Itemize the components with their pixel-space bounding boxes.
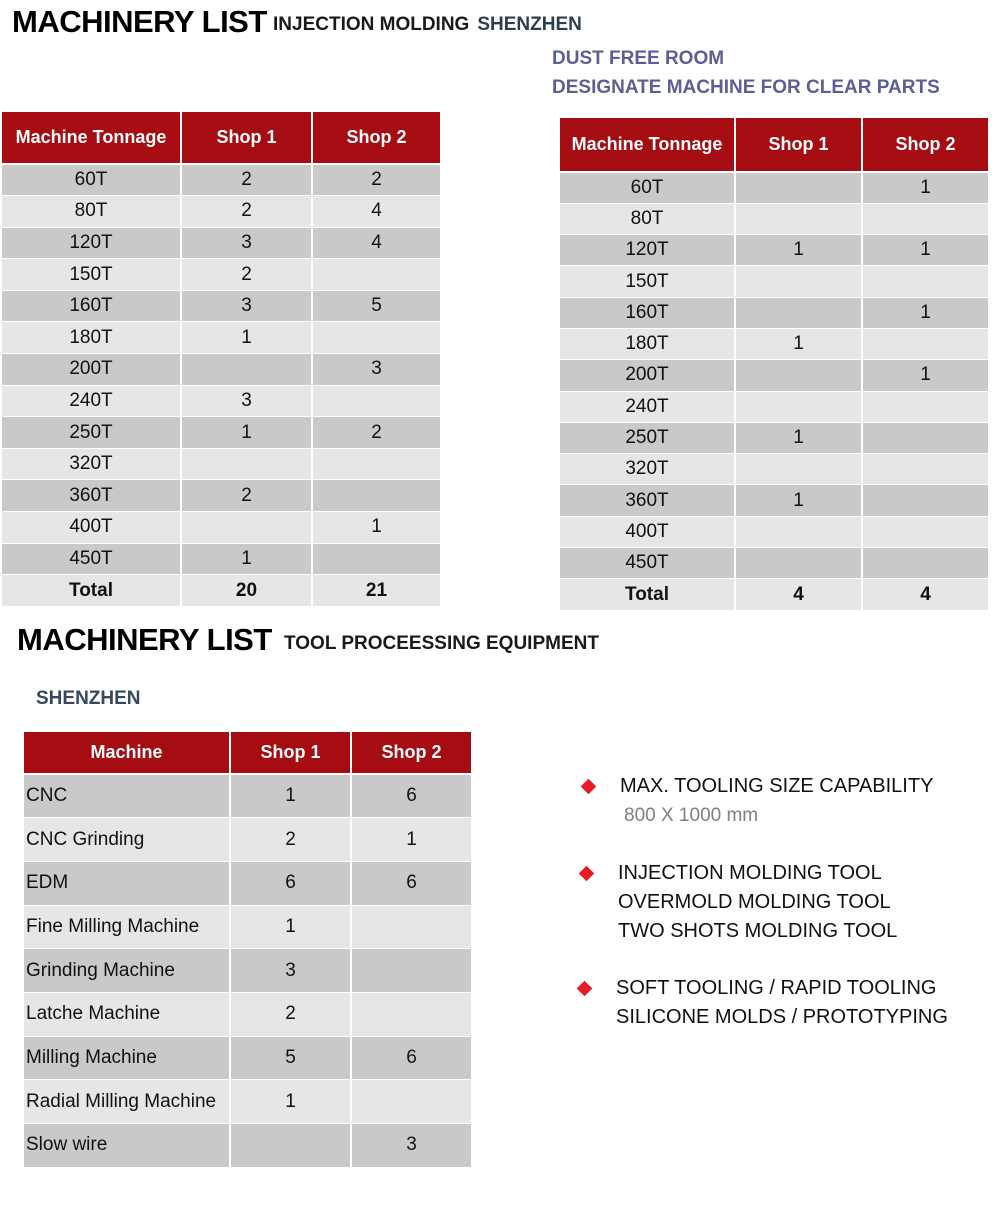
table-row (559, 297, 989, 328)
table-cell: 1 (230, 774, 351, 818)
table-cell: 80T (1, 196, 181, 228)
table-cell: 1 (862, 297, 989, 328)
table-row (1, 227, 441, 259)
table-cell: 1 (735, 485, 862, 516)
table-cell: 1 (862, 235, 989, 266)
table-cell: Grinding Machine (23, 949, 230, 993)
table-cell: 1 (181, 543, 312, 575)
section1-subtitle-text: INJECTION MOLDING (273, 14, 470, 35)
table-cell: 6 (230, 861, 351, 905)
table-cell: 1 (181, 417, 312, 449)
table-row (559, 203, 989, 234)
table-cell: 3 (181, 227, 312, 259)
table-row (23, 1080, 472, 1124)
table-cell: 320T (559, 454, 735, 485)
table-cell (735, 360, 862, 391)
column-header: Machine Tonnage (1, 111, 181, 164)
table-cell: 4 (312, 227, 441, 259)
table-row (559, 266, 989, 297)
table-cell: 2 (181, 196, 312, 228)
table-cell: 3 (181, 385, 312, 417)
table-row (559, 485, 989, 516)
table-row (23, 905, 472, 949)
table-cell: 2 (312, 417, 441, 449)
table-header-row (559, 117, 989, 172)
table-cell (735, 454, 862, 485)
table-cell: Latche Machine (23, 992, 230, 1036)
table-cell: 120T (559, 235, 735, 266)
table-cell (862, 391, 989, 422)
column-header: Shop 1 (230, 731, 351, 774)
total-row (1, 575, 441, 607)
table-row (1, 322, 441, 354)
table-row (23, 992, 472, 1036)
table-cell: 1 (230, 905, 351, 949)
table-cell: 2 (181, 480, 312, 512)
table-cell: 1 (735, 422, 862, 453)
bullet-line: OVERMOLD MOLDING TOOL (618, 891, 891, 913)
table-row (559, 422, 989, 453)
column-header: Shop 2 (312, 111, 441, 164)
table-cell (312, 480, 441, 512)
table-cell: 180T (559, 328, 735, 359)
table-row (23, 1124, 472, 1168)
table-row (559, 328, 989, 359)
table-cell (862, 516, 989, 547)
table-row (23, 1036, 472, 1080)
column-header: Shop 1 (181, 111, 312, 164)
table-cell (312, 259, 441, 291)
table-cell (735, 203, 862, 234)
table-cell: 1 (312, 512, 441, 544)
table-cell: 60T (559, 172, 735, 203)
table-cell: 240T (559, 391, 735, 422)
table-cell (862, 266, 989, 297)
table-cell: 2 (230, 818, 351, 862)
column-header: Machine (23, 731, 230, 774)
table-cell: 3 (351, 1124, 472, 1168)
dust-free-room-table (558, 116, 990, 611)
table-cell: 180T (1, 322, 181, 354)
table-row (1, 290, 441, 322)
table-cell: 360T (1, 480, 181, 512)
diamond-bullet-icon (581, 779, 597, 795)
dust-free-room-label: DUST FREE ROOM (552, 48, 725, 69)
capability-bullet (578, 772, 933, 830)
table-row (1, 543, 441, 575)
table-cell: 1 (230, 1080, 351, 1124)
table-cell (735, 548, 862, 579)
section1-location: SHENZHEN (477, 14, 582, 35)
capability-bullet (574, 974, 948, 1032)
table-cell (351, 1080, 472, 1124)
column-header: Shop 1 (735, 117, 862, 172)
table-cell: 150T (1, 259, 181, 291)
table-cell: Fine Milling Machine (23, 905, 230, 949)
injection-molding-table (0, 110, 442, 607)
table-cell: 4 (312, 196, 441, 228)
table-cell: 450T (1, 543, 181, 575)
section2-subtitle: TOOL PROCEESSING EQUIPMENT (284, 633, 599, 654)
table-row (559, 172, 989, 203)
table-cell: Milling Machine (23, 1036, 230, 1080)
designate-machine-label: DESIGNATE MACHINE FOR CLEAR PARTS (552, 77, 940, 98)
table-cell: 20 (181, 575, 312, 607)
table-row (559, 548, 989, 579)
table-cell: 2 (181, 259, 312, 291)
column-header: Shop 2 (351, 731, 472, 774)
table-cell (862, 422, 989, 453)
table-cell: 320T (1, 448, 181, 480)
table-cell: 2 (181, 164, 312, 196)
table-header-row (1, 111, 441, 164)
table-cell: 2 (230, 992, 351, 1036)
table-cell (181, 512, 312, 544)
table-cell (351, 949, 472, 993)
section2-location: SHENZHEN (36, 688, 141, 709)
table-cell (735, 516, 862, 547)
table-row (559, 454, 989, 485)
table-cell (862, 454, 989, 485)
table-row (23, 861, 472, 905)
column-header: Shop 2 (862, 117, 989, 172)
table-row (1, 512, 441, 544)
table-row (1, 259, 441, 291)
table-cell: 5 (312, 290, 441, 322)
table-cell: 6 (351, 1036, 472, 1080)
table-cell: 450T (559, 548, 735, 579)
capability-bullet (576, 859, 897, 946)
tool-processing-table (22, 730, 473, 1168)
table-cell: 400T (559, 516, 735, 547)
section1-subtitle (273, 14, 582, 36)
table-cell: Slow wire (23, 1124, 230, 1168)
table-row (559, 516, 989, 547)
table-row (559, 235, 989, 266)
table-cell: 250T (1, 417, 181, 449)
table-cell (735, 266, 862, 297)
table-cell: 4 (862, 579, 989, 610)
table-row (23, 949, 472, 993)
table-cell: 400T (1, 512, 181, 544)
table-cell: CNC (23, 774, 230, 818)
table-cell: 21 (312, 575, 441, 607)
table-row (1, 196, 441, 228)
table-cell (312, 385, 441, 417)
bullet-line: SOFT TOOLING / RAPID TOOLING (616, 977, 937, 999)
table-cell (862, 485, 989, 516)
table-cell: Radial Milling Machine (23, 1080, 230, 1124)
table-cell: 3 (181, 290, 312, 322)
table-row (559, 391, 989, 422)
table-cell: 3 (312, 354, 441, 386)
table-cell (312, 543, 441, 575)
bullet-line: MAX. TOOLING SIZE CAPABILITY (620, 775, 934, 797)
bullet-line: SILICONE MOLDS / PROTOTYPING (616, 1006, 948, 1028)
table-cell: 1 (351, 818, 472, 862)
table-cell (351, 905, 472, 949)
table-cell: 240T (1, 385, 181, 417)
table-cell: 1 (735, 235, 862, 266)
table-row (1, 354, 441, 386)
total-row (559, 579, 989, 610)
table-cell (181, 354, 312, 386)
table-cell: 1 (862, 172, 989, 203)
table-cell: 4 (735, 579, 862, 610)
table-cell (312, 322, 441, 354)
table-cell: 6 (351, 861, 472, 905)
table-cell: 200T (1, 354, 181, 386)
table-cell: 1 (862, 360, 989, 391)
table-cell: 1 (181, 322, 312, 354)
diamond-bullet-icon (577, 981, 593, 997)
table-cell: 360T (559, 485, 735, 516)
table-header-row (23, 731, 472, 774)
table-row (1, 385, 441, 417)
table-cell (735, 297, 862, 328)
table-cell: 3 (230, 949, 351, 993)
table-cell: EDM (23, 861, 230, 905)
table-row (1, 448, 441, 480)
table-cell: 120T (1, 227, 181, 259)
table-cell: 60T (1, 164, 181, 196)
table-cell: 160T (1, 290, 181, 322)
table-cell (735, 391, 862, 422)
table-cell (312, 448, 441, 480)
table-row (23, 818, 472, 862)
table-cell: 6 (351, 774, 472, 818)
table-cell (181, 448, 312, 480)
table-row (1, 164, 441, 196)
table-cell: 1 (735, 328, 862, 359)
table-cell (735, 172, 862, 203)
table-cell (862, 203, 989, 234)
table-cell: 80T (559, 203, 735, 234)
table-cell: 5 (230, 1036, 351, 1080)
table-row (1, 480, 441, 512)
table-row (23, 774, 472, 818)
table-cell: 200T (559, 360, 735, 391)
bullet-line: 800 X 1000 mm (624, 805, 759, 826)
section1-title: MACHINERY LIST (12, 4, 267, 39)
table-cell: Total (1, 575, 181, 607)
table-cell (351, 992, 472, 1036)
table-row (559, 360, 989, 391)
column-header: Machine Tonnage (559, 117, 735, 172)
table-cell: 160T (559, 297, 735, 328)
table-row (1, 417, 441, 449)
section2-title: MACHINERY LIST (17, 622, 272, 657)
diamond-bullet-icon (579, 866, 595, 882)
table-cell (862, 548, 989, 579)
bullet-line: INJECTION MOLDING TOOL (618, 862, 882, 884)
table-cell (862, 328, 989, 359)
table-cell: Total (559, 579, 735, 610)
table-cell: 250T (559, 422, 735, 453)
table-cell: 2 (312, 164, 441, 196)
bullet-line: TWO SHOTS MOLDING TOOL (618, 920, 898, 942)
table-cell: 150T (559, 266, 735, 297)
table-cell: CNC Grinding (23, 818, 230, 862)
table-cell (230, 1124, 351, 1168)
